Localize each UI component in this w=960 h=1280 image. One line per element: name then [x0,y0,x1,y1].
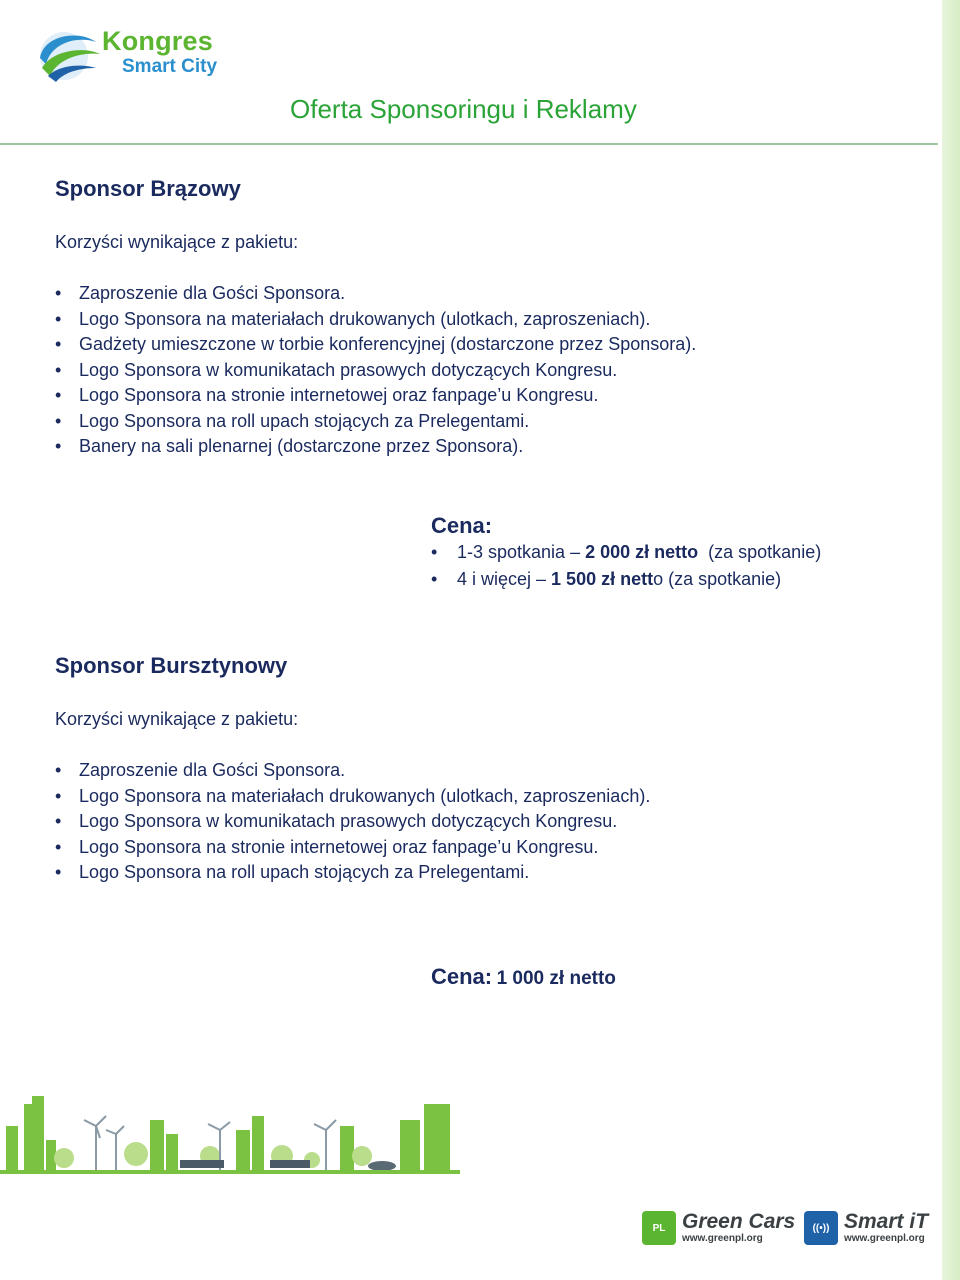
header-divider [0,143,938,145]
brand-subtitle: Smart City [122,56,218,77]
wireless-icon: ((•)) [804,1211,838,1245]
partner-url: www.greenpl.org [844,1233,925,1244]
list-item: • Zaproszenie dla Gości Sponsora. [55,281,696,307]
amber-price-label: Cena: [431,964,493,989]
price-note: (za spotkanie) [698,542,822,562]
amber-price-amount: 1 000 zł netto [496,968,616,989]
list-item: • Logo Sponsora w komunikatach prasowych dotyczących Kongresu. [55,358,696,384]
bronze-sponsor-title: Sponsor Brązowy [55,176,241,201]
kongres-logo [34,24,234,88]
list-item: • Gadżety umieszczone w torbie konferencyjnej (dostarczone przez Sponsora). [55,332,696,358]
bronze-price-label: Cena: [431,513,493,538]
globe-swoosh-icon [34,24,104,88]
right-decor-bar [942,0,960,1280]
price-condition: 1-3 spotkania – [457,542,586,562]
bronze-benefits-list [55,281,696,460]
price-item [431,539,821,566]
price-condition: 4 i więcej – [457,569,552,589]
list-item: • Logo Sponsora na roll upach stojących za Prelegentami. [55,860,650,886]
list-item: • Logo Sponsora w komunikatach prasowych dotyczących Kongresu. [55,809,650,835]
list-item: • Zaproszenie dla Gości Sponsora. [55,758,650,784]
price-amount: 2 000 zł netto [585,542,699,562]
bronze-benefits-intro: Korzyści wynikające z pakietu: [55,232,299,252]
price-amount: 1 500 zł nett [551,569,654,589]
list-item: • Logo Sponsora na materiałach drukowanych (ulotkach, zaproszeniach). [55,784,650,810]
partner-name: Green Cars [682,1210,796,1233]
price-note: o (za spotkanie) [653,569,782,589]
car-plug-icon: PL [642,1211,676,1245]
list-item: • Banery na sali plenarnej (dostarczone przez Sponsora). [55,434,696,460]
amber-benefits-list [55,758,650,886]
bronze-price-list [431,539,821,593]
price-item [431,566,821,593]
amber-benefits-intro: Korzyści wynikające z pakietu: [55,709,299,729]
brand-name: Kongres [102,26,213,56]
list-item: • Logo Sponsora na stronie internetowej oraz fanpage’u Kongresu. [55,383,696,409]
partner-name: Smart iT [844,1210,929,1233]
partner-url: www.greenpl.org [682,1233,763,1244]
green-city-illustration [0,1090,460,1180]
page-title: Oferta Sponsoringu i Reklamy [290,94,637,124]
amber-price [431,964,616,990]
list-item: • Logo Sponsora na roll upach stojących za Prelegentami. [55,409,696,435]
smart-it-logo [804,1208,928,1248]
green-cars-logo [642,1208,795,1248]
amber-sponsor-title: Sponsor Bursztynowy [55,653,288,678]
list-item: • Logo Sponsora na materiałach drukowanych (ulotkach, zaproszeniach). [55,307,696,333]
list-item: • Logo Sponsora na stronie internetowej oraz fanpage’u Kongresu. [55,835,650,861]
